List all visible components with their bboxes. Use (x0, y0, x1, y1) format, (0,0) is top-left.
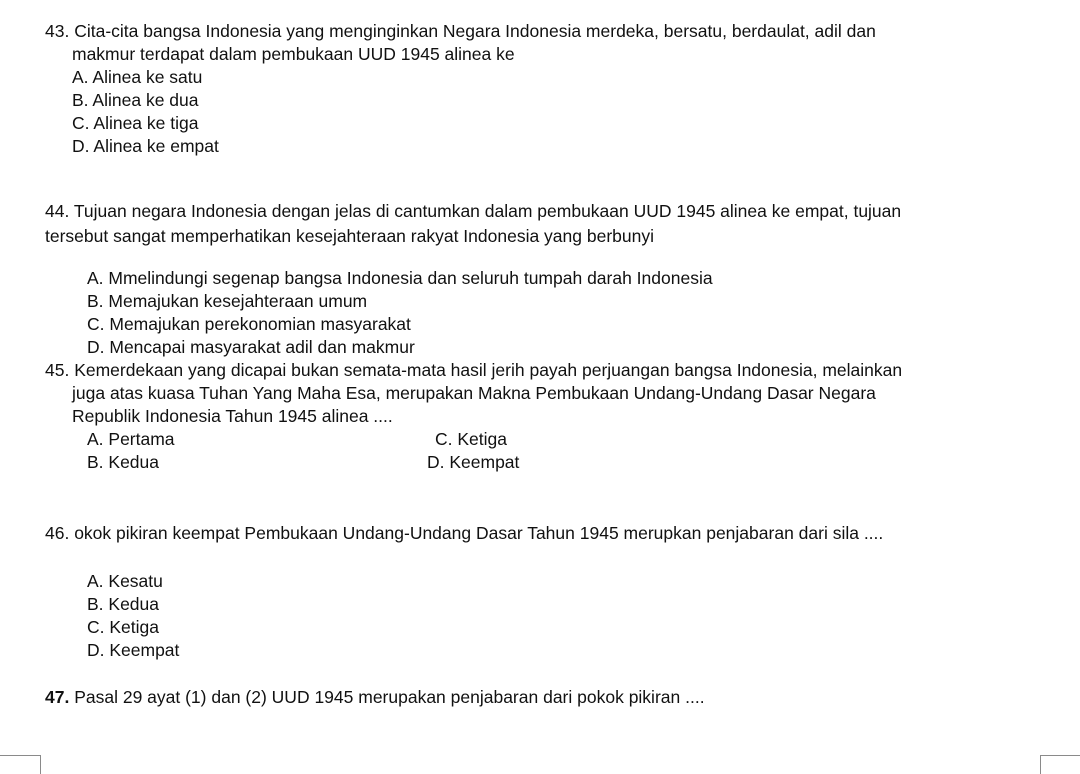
question-text: juga atas kuasa Tuhan Yang Maha Esa, merupakan Makna Pembukaan Undang-Undang Dasar Negara (72, 383, 876, 403)
answer-option: D. Mencapai masyarakat adil dan makmur (87, 337, 415, 357)
question-text: Tujuan negara Indonesia dengan jelas di cantumkan dalam pembukaan UUD 1945 alinea ke empat, tujuan (73, 201, 902, 221)
question-46 (45, 522, 883, 545)
question-44 (45, 200, 901, 223)
answer-option: B. Memajukan kesejahteraan umum (87, 291, 368, 311)
answer-option: B. Alinea ke dua (72, 90, 199, 110)
question-45 (45, 359, 902, 382)
answer-option: C. Alinea ke tiga (72, 113, 199, 133)
answer-option: C. Memajukan perekonomian masyarakat (87, 314, 411, 334)
answer-option: A. Pertama (87, 429, 175, 449)
answer-option: D. Keempat (427, 452, 520, 472)
question-43 (45, 20, 876, 43)
answer-option: B. Kedua (87, 594, 159, 614)
answer-option: C. Ketiga (87, 617, 159, 637)
question-number: 47. (45, 687, 70, 707)
answer-option: A. Mmelindungi segenap bangsa Indonesia dan seluruh tumpah darah Indonesia (87, 268, 713, 288)
question-number: 45. (45, 360, 70, 380)
answer-option: D. Keempat (87, 640, 180, 660)
page-corner-mark-right (1040, 755, 1080, 774)
question-text: Pasal 29 ayat (1) dan (2) UUD 1945 merupakan penjabaran dari pokok pikiran .... (74, 687, 705, 707)
page-corner-mark-left (0, 755, 41, 774)
answer-option: A. Kesatu (87, 571, 163, 591)
question-47 (45, 686, 705, 709)
question-number: 46. (45, 523, 70, 543)
question-number: 44. (45, 201, 70, 221)
answer-option: B. Kedua (87, 452, 159, 472)
question-text: Kemerdekaan yang dicapai bukan semata-mata hasil jerih payah perjuangan bangsa Indonesia, melainkan (74, 360, 903, 380)
answer-option: C. Ketiga (435, 429, 507, 449)
answer-option: D. Alinea ke empat (72, 136, 219, 156)
question-text: Cita-cita bangsa Indonesia yang menginginkan Negara Indonesia merdeka, bersatu, berdaulat, adil dan (74, 21, 876, 41)
answer-option: A. Alinea ke satu (72, 67, 203, 87)
question-text: makmur terdapat dalam pembukaan UUD 1945 alinea ke (72, 44, 515, 64)
question-text: okok pikiran keempat Pembukaan Undang-Undang Dasar Tahun 1945 merupkan penjabaran dari sila .... (74, 523, 884, 543)
question-text: tersebut sangat memperhatikan kesejahteraan rakyat Indonesia yang berbunyi (45, 226, 654, 246)
question-number: 43. (45, 21, 70, 41)
question-text: Republik Indonesia Tahun 1945 alinea .... (72, 406, 393, 426)
